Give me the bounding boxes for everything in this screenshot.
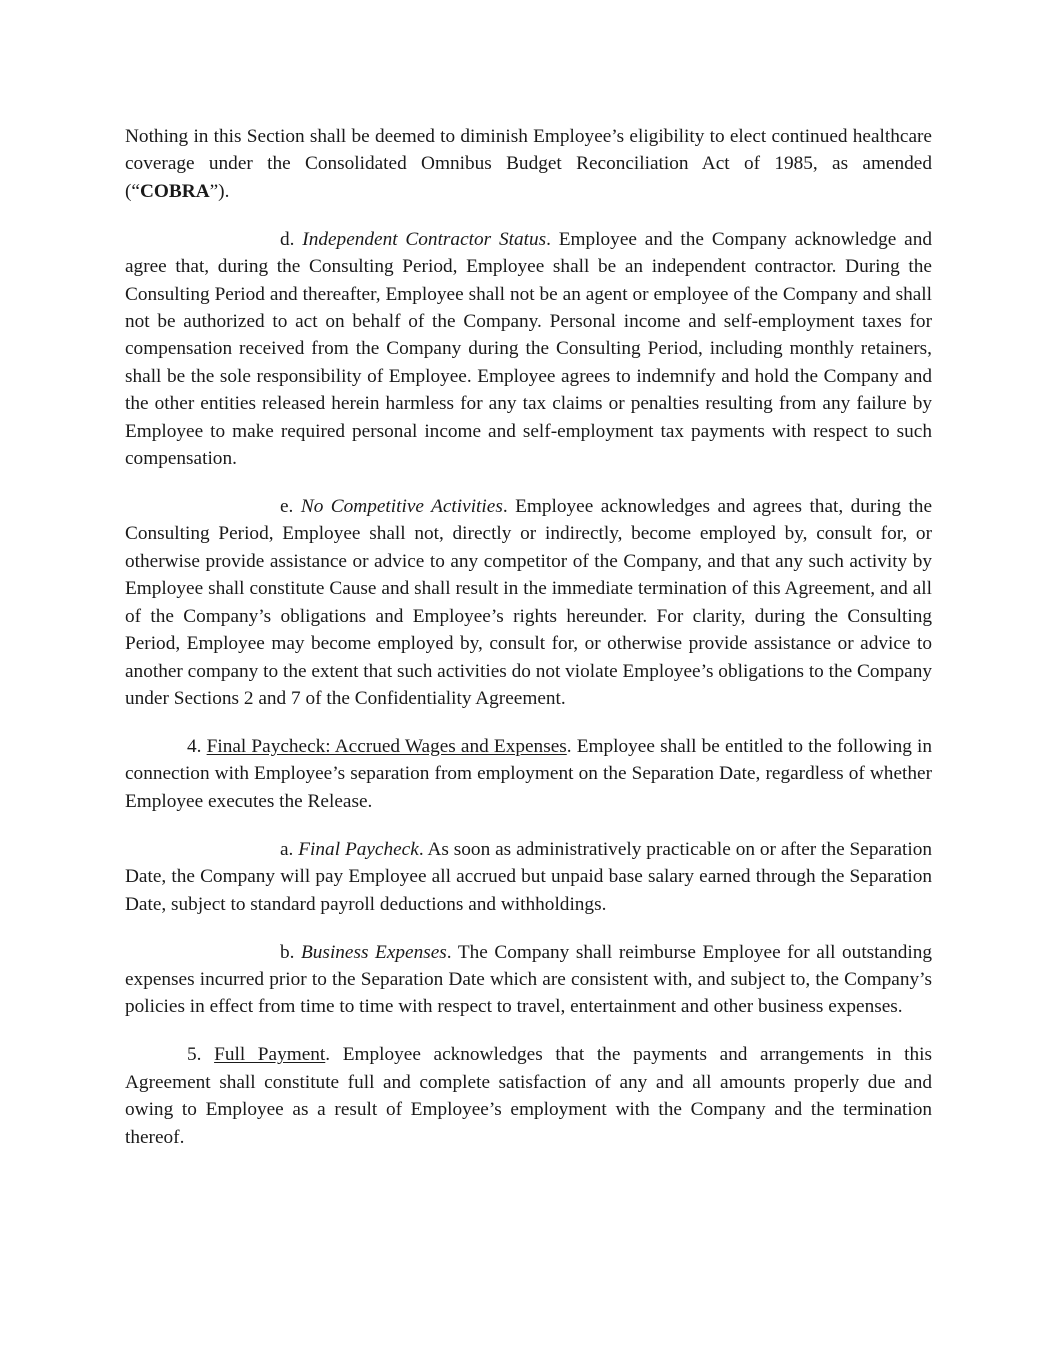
section-4-final-paycheck (125, 733, 932, 815)
paragraph-e-body: . Employee acknowledges and agrees that, during the Consulting Period, Employee shall not, directly or indirectly, become employed by, consult for, or otherwise provide assistance or advice to any competitor of the Company, and that any such activity by Employee shall constitute Cause and shall result in the immediate termination of this Agreement, and all of the Company’s obligations and Employee’s rights hereunder. For clarity, during the Consulting Period, Employee may become employed by, consult for, or otherwise provide assistance or advice to another company to the extent that such activities do not violate Employee’s obligations to the Company under Sections 2 and 7 of the Confidentiality Agreement. (125, 496, 932, 709)
paragraph-e-title: No Competitive Activities (300, 496, 503, 518)
section-5-full-payment (125, 1041, 932, 1151)
cobra-term: COBRA (139, 180, 210, 202)
section-4-marker: 4. (187, 735, 207, 757)
paragraph-d-independent-contractor (125, 226, 932, 473)
section-5-marker: 5. (187, 1044, 215, 1066)
paragraph-e-no-competitive-activities (125, 493, 932, 712)
paragraph-d-title: Independent Contractor Status (302, 228, 547, 250)
paragraph-a-marker: a. (280, 838, 299, 860)
section-4-body: . Employee shall be entitled to the following in connection with Employee’s separation from employment on the Separation Date, regardless of whether Employee executes the Release. (125, 735, 933, 812)
cobra-text-after: ”). (209, 180, 230, 202)
paragraph-b-business-expenses (125, 939, 932, 1021)
paragraph-b-title: Business Expenses (301, 941, 447, 963)
document-page (125, 123, 932, 1172)
paragraph-a-title: Final Paycheck (298, 838, 419, 860)
paragraph-b-body: . The Company shall reimburse Employee for all outstanding expenses incurred prior to the Separation Date which are consistent with, and subject to, the Company’s policies in effect from time to time with respect to travel, entertainment and other business expenses. (125, 941, 933, 1018)
paragraph-e-marker: e. (280, 496, 301, 518)
paragraph-cobra (125, 123, 932, 205)
paragraph-d-body: . Employee and the Company acknowledge and agree that, during the Consulting Period, Employee shall be an independent contractor. During the Consulting Period and thereafter, Employee shall not be an agent or employee of the Company and shall not be authorized to act on behalf of the Company. Personal income and self-employment taxes for compensation received from the Company during the Consulting Period, including monthly retainers, shall be the sole responsibility of Employee. Employee agrees to indemnify and hold the Company and the other entities released herein harmless for any tax claims or penalties resulting from any failure by Employee to make required personal income and self-employment tax payments with respect to such compensation. (125, 228, 933, 470)
section-5-title: Full Payment (214, 1044, 326, 1066)
cobra-text-before: Nothing in this Section shall be deemed to diminish Employee’s eligibility to elect continued healthcare coverage under the Consolidated Omnibus Budget Reconciliation Act of 1985, as amended (“ (125, 126, 932, 202)
paragraph-a-final-paycheck (125, 836, 932, 918)
paragraph-d-marker: d. (280, 228, 303, 250)
section-5-body: . Employee acknowledges that the payments and arrangements in this Agreement shall constitute full and complete satisfaction of any and all amounts properly due and owing to Employee as a result of Employee’s employment with the Company and the termination thereof. (125, 1044, 933, 1148)
paragraph-b-marker: b. (280, 941, 302, 963)
paragraph-a-body: . As soon as administratively practicable on or after the Separation Date, the Company will pay Employee all accrued but unpaid base salary earned through the Separation Date, subject to standard payroll deductions and withholdings. (125, 838, 932, 915)
section-4-title: Final Paycheck: Accrued Wages and Expenses (206, 735, 567, 757)
